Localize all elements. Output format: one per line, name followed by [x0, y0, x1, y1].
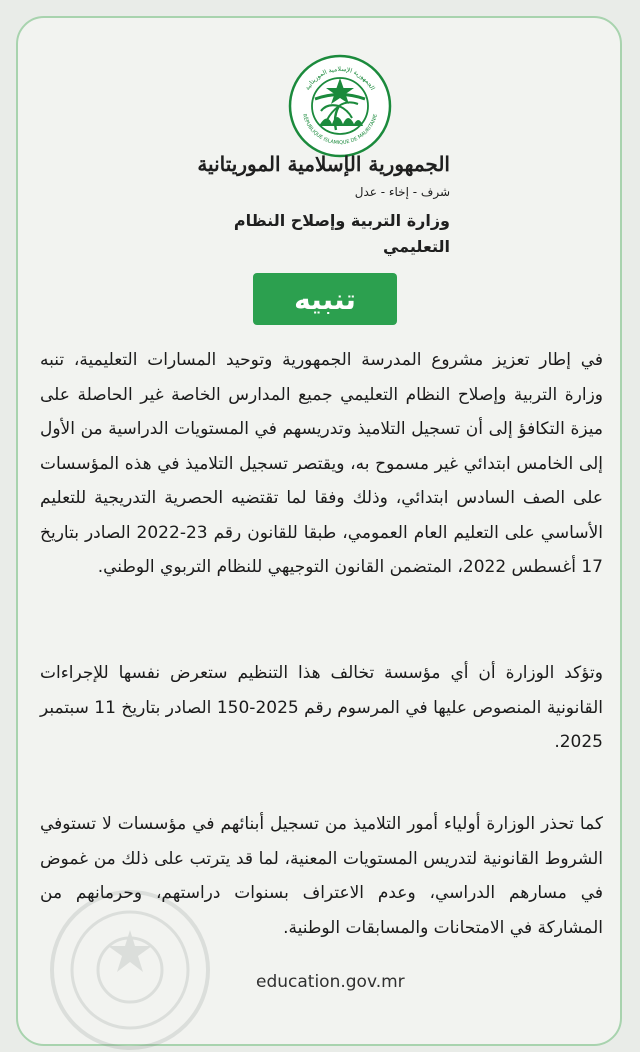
- ministry-name: وزارة التربية وإصلاح النظام التعليمي: [233, 211, 450, 256]
- website-link[interactable]: education.gov.mr: [256, 972, 405, 992]
- republic-name: الجمهورية الإسلامية الموريتانية: [197, 152, 450, 176]
- mauritania-seal-icon: [288, 54, 392, 158]
- seal-arabic-text: الجمهورية الإسلامية الموريتانية: [304, 65, 376, 92]
- seal-french-text: RÉPUBLIQUE ISLAMIQUE DE MAURITANIE: [300, 113, 380, 147]
- notice-paragraph: في إطار تعزيز مشروع المدرسة الجمهورية وتوحيد المسارات التعليمية، تنبه وزارة التربية وإصلاح النظام التعليمي جميع المدارس الخاصة غير الحاصلة على ميزة التكافؤ إلى أن تسجيل التلاميذ وتدريسهم في المستويات الدراسية من الأول إلى الخامس ابتدائي غير مسموح به، ويقتصر تسجيل التلاميذ في هذه المؤسسات على الصف السادس ابتدائي، وذلك وفقا لما تقتضيه الحصرية التدريجية للتعليم الأساسي على التعليم العام العمومي، طبقا للقانون رقم 23-2022 الصادر بتاريخ 17 أغسطس 2022، المتضمن القانون التوجيهي للنظام التربوي الوطني.: [40, 350, 603, 577]
- notice-title: تنبيه: [253, 273, 397, 325]
- notice-paragraph: كما تحذر الوزارة أولياء أمور التلاميذ من تسجيل أبنائهم في مؤسسات لا تستوفي الشروط القانونية لتدريس المستويات المعنية، لما قد يترتب على ذلك من غموض في مسارهم الدراسي، وعدم الاعتراف بسنوات دراستهم، وحرمانهم من المشاركة في الامتحانات والمسابقات الوطنية.: [40, 814, 603, 938]
- national-motto: شرف - إخاء - عدل: [354, 185, 450, 199]
- notice-paragraph: وتؤكد الوزارة أن أي مؤسسة تخالف هذا التنظيم ستعرض نفسها للإجراءات القانونية المنصوص عليها في المرسوم رقم 2025-150 الصادر بتاريخ 11 سبتمبر 2025.: [40, 663, 604, 752]
- letterhead: [170, 150, 450, 260]
